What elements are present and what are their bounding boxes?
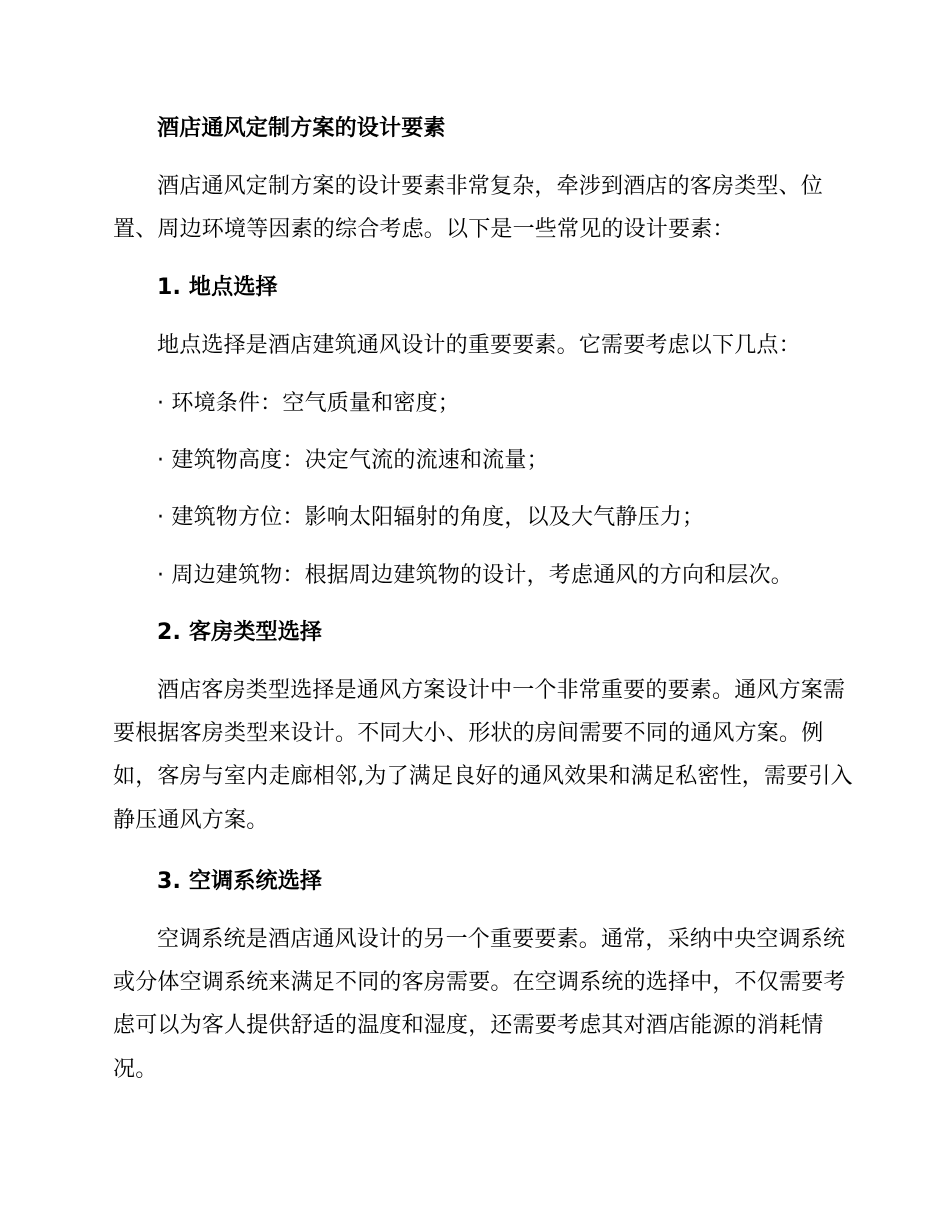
section-2-heading: 2. 客房类型选择 xyxy=(157,620,323,645)
intro-line-2: 置、周边环境等因素的综合考虑。以下是一些常见的设计要素： xyxy=(113,217,735,242)
section-2-line-3: 如，客房与室内走廊相邻,为了满足良好的通风效果和满足私密性，需要引入 xyxy=(113,764,853,789)
section-3-line-4: 况。 xyxy=(113,1057,158,1082)
section-2-line-4: 静压通风方案。 xyxy=(113,808,269,833)
section-1-bullet-4: · 周边建筑物：根据周边建筑物的设计，考虑通风的方向和层次。 xyxy=(157,563,793,588)
section-1-lead: 地点选择是酒店建筑通风设计的重要要素。它需要考虑以下几点： xyxy=(157,333,801,358)
intro-line-1: 酒店通风定制方案的设计要素非常复杂，牵涉到酒店的客房类型、位 xyxy=(157,174,824,199)
section-2-line-1: 酒店客房类型选择是通风方案设计中一个非常重要的要素。通风方案需 xyxy=(157,678,846,703)
section-3-heading: 3. 空调系统选择 xyxy=(157,869,323,894)
section-1-heading: 1. 地点选择 xyxy=(157,275,278,300)
section-1-bullet-2: · 建筑物高度：决定气流的流速和流量； xyxy=(157,448,549,473)
section-2-line-2: 要根据客房类型来设计。不同大小、形状的房间需要不同的通风方案。例 xyxy=(113,721,824,746)
section-1-bullet-1: · 环境条件：空气质量和密度； xyxy=(157,391,460,416)
section-1-bullet-3: · 建筑物方位：影响太阳辐射的角度，以及大气静压力； xyxy=(157,505,705,530)
section-3-line-1: 空调系统是酒店通风设计的另一个重要要素。通常，采纳中央空调系统 xyxy=(157,927,846,952)
document-title: 酒店通风定制方案的设计要素 xyxy=(157,116,446,141)
section-3-line-3: 虑可以为客人提供舒适的温度和湿度，还需要考虑其对酒店能源的消耗情 xyxy=(113,1013,824,1038)
section-3-line-2: 或分体空调系统来满足不同的客房需要。在空调系统的选择中，不仅需要考 xyxy=(113,970,846,995)
